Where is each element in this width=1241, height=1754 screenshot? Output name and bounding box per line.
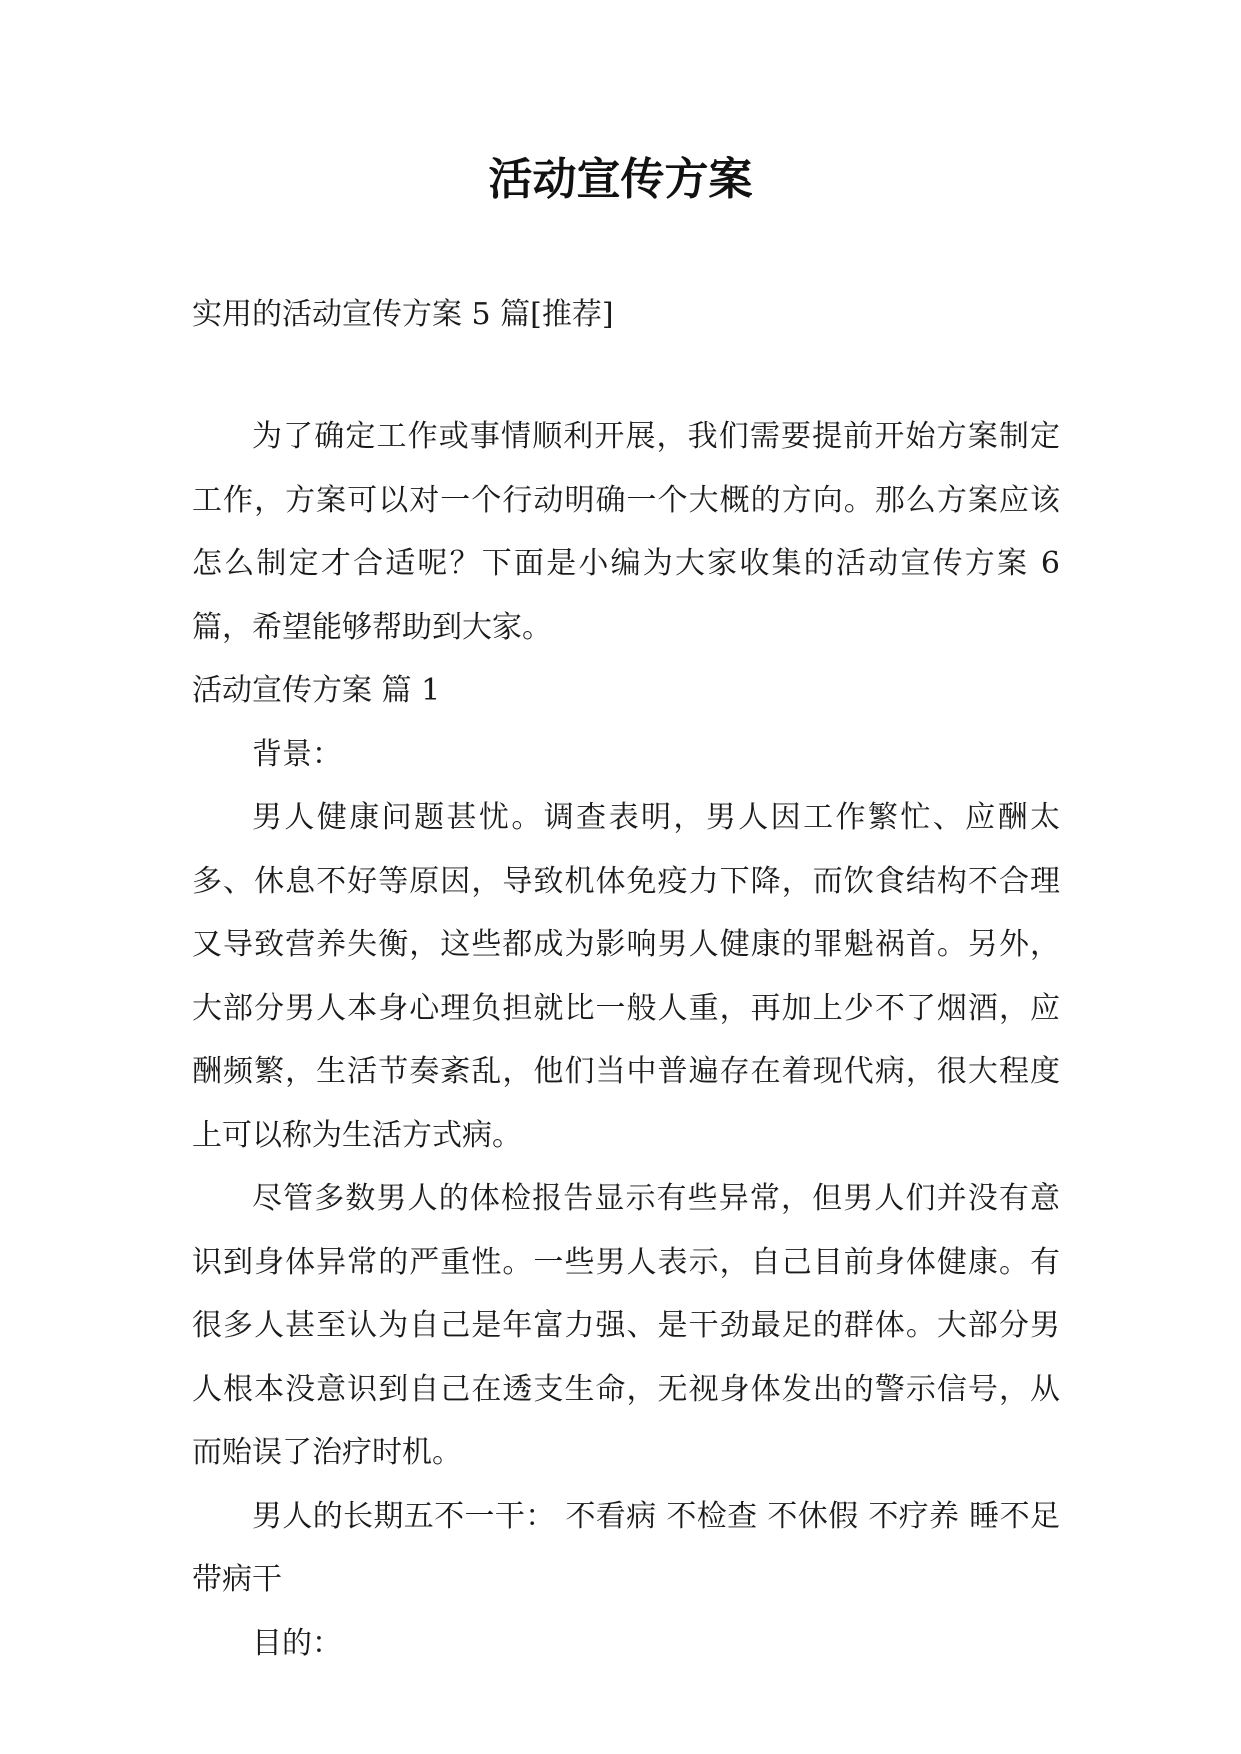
body-paragraph: 男人的长期五不一干： 不看病 不检查 不休假 不疗养 睡不足 带病干 (192, 1498, 1060, 1597)
document-subtitle: 实用的活动宣传方案 5 篇[推荐] (192, 297, 614, 332)
document-body (192, 405, 1060, 1675)
background-label: 背景： (252, 736, 342, 772)
body-paragraph: 尽管多数男人的体检报告显示有些异常，但男人们并没有意识到身体异常的严重性。一些男人表示，自己目前身体健康。有很多人甚至认为自己是年富力强、是干劲最足的群体。大部分男人根本没意识到自己在透支生命，无视身体发出的警示信号，从而贻误了治疗时机。 (192, 1181, 1060, 1470)
body-paragraph: 男人健康问题甚忧。调查表明，男人因工作繁忙、应酬太多、休息不好等原因，导致机体免疫力下降，而饮食结构不合理又导致营养失衡，这些都成为影响男人健康的罪魁祸首。另外，大部分男人本身心理负担就比一般人重，再加上少不了烟酒，应酬频繁，生活节奏紊乱，他们当中普遍存在着现代病，很大程度上可以称为生活方式病。 (192, 800, 1060, 1153)
document-title: 活动宣传方案 (488, 154, 753, 205)
section-heading: 活动宣传方案 篇 1 (192, 673, 441, 708)
purpose-label: 目的： (252, 1625, 342, 1661)
intro-paragraph: 为了确定工作或事情顺利开展，我们需要提前开始方案制定工作，方案可以对一个行动明确一个大概的方向。那么方案应该怎么制定才合适呢？下面是小编为大家收集的活动宣传方案 6 篇，希望能够帮助到大家。 (192, 419, 1060, 645)
